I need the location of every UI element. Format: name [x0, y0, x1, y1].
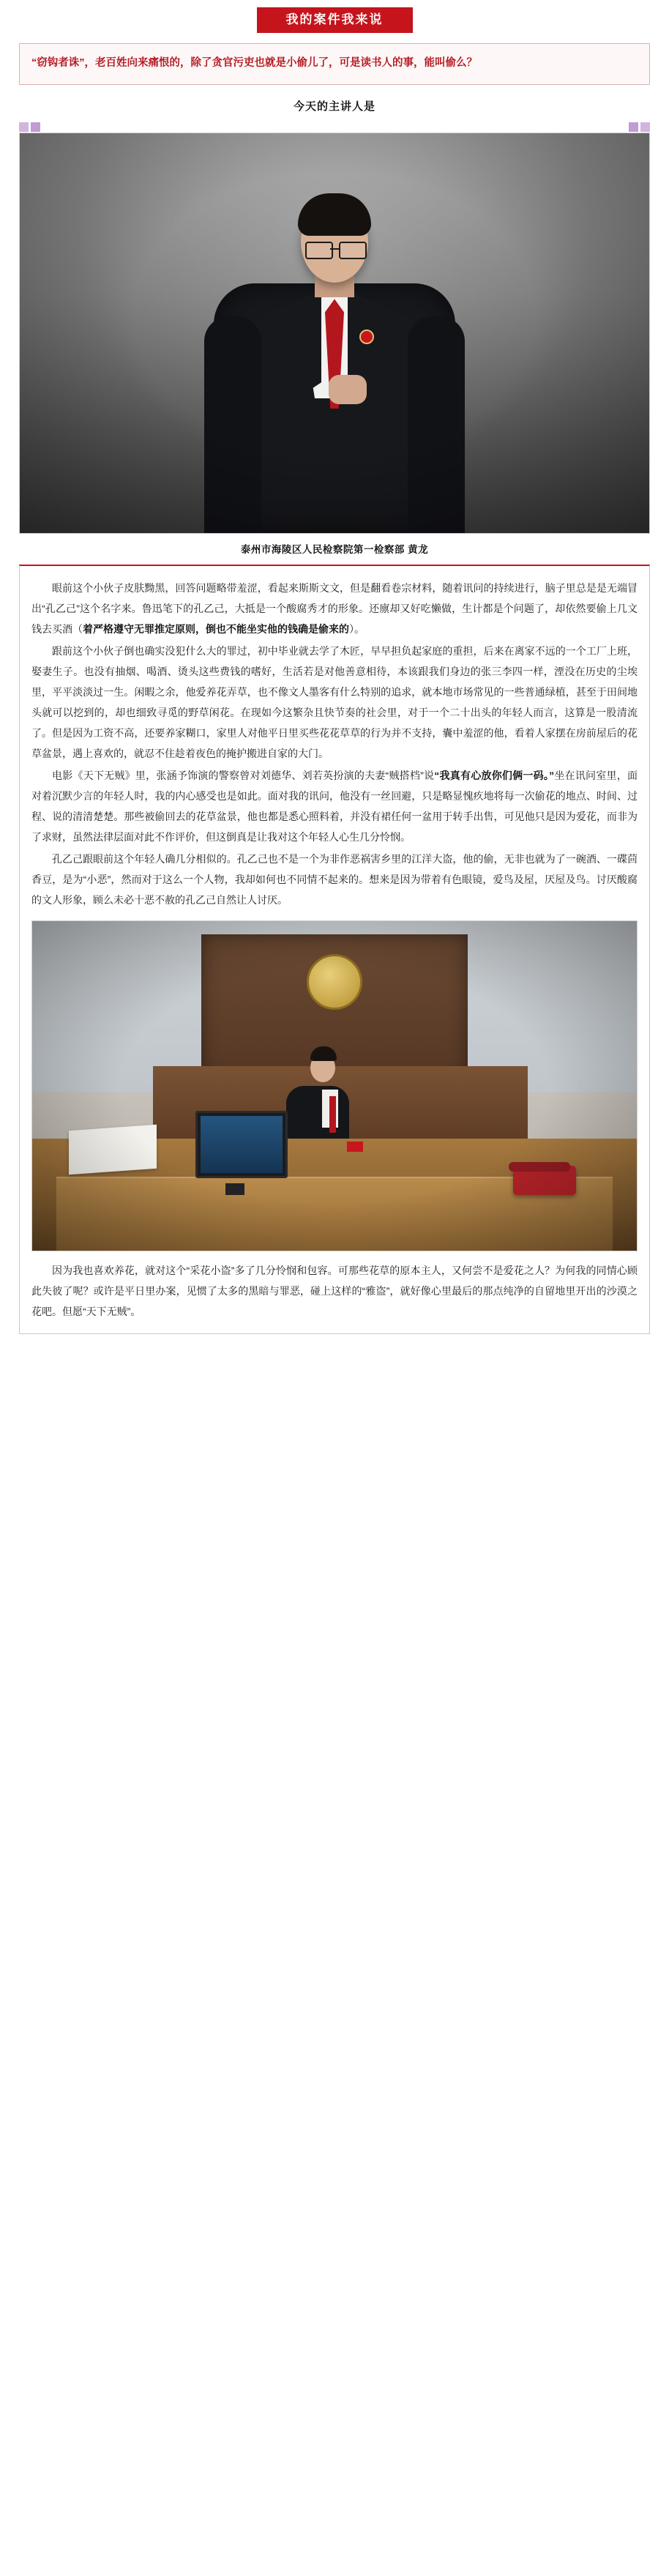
paragraph-text-tail: 坐在讯问室里，面对着沉默少言的年轻人时，我的内心感受也是如此。面对我的讯问，他没有一丝回避，只是略显愧疚地将每一次偷花的地点、时间、过程、说的清清楚楚。那些被偷回去的花草盆景，他也都是悉心照料着，并没有裙任何一盆用于转手出售，可见他只是因为爱花，而非为了求财，虽然法律层面对此不作评价，但这倒真是让我对这个年轻人心生几分怜悯。 — [31, 770, 638, 844]
article-paragraph — [31, 578, 638, 639]
paragraph-text: 跟前这个小伙子倒也确实没犯什么大的罪过，初中毕业就去学了木匠，早早担负起家庭的重担，后来在离家不远的一个工厂上班，娶妻生子。也没有抽烟、喝酒、烫头这些费钱的嗜好，生活若是对他善意相待，本该跟我们身边的张三李四一样，湮没在历史的尘埃里，平平淡淡过一生。闲暇之余，他爱养花弄草，也不像文人墨客有什么特别的追求，就本地市场常见的一些普通绿植，甚至于田间地头就可以挖到的，却也细致寻觅的野草闲花。在现如今这繁杂且快节奏的社会里，对于一个二十出头的年轻人而言，这算是一股清流了。但是因为工资不高，还要养家糊口，家里人对他平日里买些花花草草的行为并不支持，囊中羞涩的他，看着人家摆在房前屋后的花草盆景，遇上喜欢的，就忍不住趁着夜色的掩护搬进自家的大门。 — [31, 645, 638, 760]
paragraph-text: 眼前这个小伙子皮肤黝黑，回答问题略带羞涩，看起来斯斯文文，但是翻看卷宗材料，随着讯问的持续进行，脑子里总是是无端冒出“孔乙己”这个名字来。鲁迅笔下的孔乙己，大抵是一个酸腐秀才的形象。还廪却又好吃懒做，生计都是个问题了，却依然要偷上几文钱去买酒（ — [31, 582, 638, 636]
article-paragraph — [31, 641, 638, 764]
decorative-square-icon — [31, 122, 40, 132]
decorative-square-icon — [629, 122, 638, 132]
lead-quote-box — [19, 43, 650, 85]
paragraph-emphasis: 着严格遵守无罪推定原则，倒也不能坐实他的钱确是偷来的 — [83, 623, 349, 636]
lead-quote-text: “窃钩者诛”，老百姓向来痛恨的，除了贪官污吏也就是小偷儿了，可是读书人的事，能叫偷么？ — [31, 57, 477, 70]
portrait-caption: 泰州市海陵区人民检察院第一检察部 黄龙 — [240, 544, 429, 556]
decorative-square-icon — [640, 122, 650, 132]
article-body — [19, 565, 650, 1334]
paragraph-emphasis: “我真有心放你们俩一码。” — [434, 770, 555, 782]
header-banner-container — [0, 4, 669, 40]
paragraph-text: 电影《天下无贼》里，张涵予饰演的警察曾对刘德华、刘若英扮演的夫妻“贼搭档”说 — [52, 770, 435, 782]
page-title: 我的案件我来说 — [257, 7, 413, 33]
paragraph-text: 孔乙己跟眼前这个年轻人确几分相似的。孔乙己也不是一个为非作恶祸害乡里的江洋大盗，他的偷，无非也就为了一碗酒、一碟茴香豆，是为“小恶”，然而对于这么一个人物，我却如何也不同情不起来的。想来是因为带着有色眼镜，爱鸟及屋，厌屋及鸟。讨厌酸腐的文人形象，顾么未必十恶不赦的孔乙己自然让人讨厌。 — [31, 853, 638, 907]
article-closing-paragraph — [31, 1260, 638, 1322]
paragraph-text: 因为我也喜欢养花，就对这个“采花小盗”多了几分怜悯和包容。可那些花草的原本主人，又何尝不是爱花之人？为何我的同情心顾此失彼了呢？或许是平日里办案，见惯了太多的黑暗与罪恶，碰上这样的“雅盗”，就好像心里最后的那点纯净的自留地里开出的沙漠之花吧。但愿“天下无贼”。 — [31, 1265, 638, 1318]
portrait-photo — [19, 133, 650, 534]
decorative-square-icon — [19, 122, 29, 132]
paragraph-text-tail: ）。 — [349, 623, 365, 636]
decorative-squares-row — [19, 122, 650, 131]
article-paragraph — [31, 765, 638, 847]
speaker-subtitle: 今天的主讲人是 — [293, 100, 375, 113]
bottom-spacer — [0, 1334, 669, 1347]
office-vignette — [32, 921, 637, 1251]
article-paragraph — [31, 849, 638, 910]
office-photo — [31, 920, 638, 1251]
portrait-vignette — [20, 133, 649, 533]
